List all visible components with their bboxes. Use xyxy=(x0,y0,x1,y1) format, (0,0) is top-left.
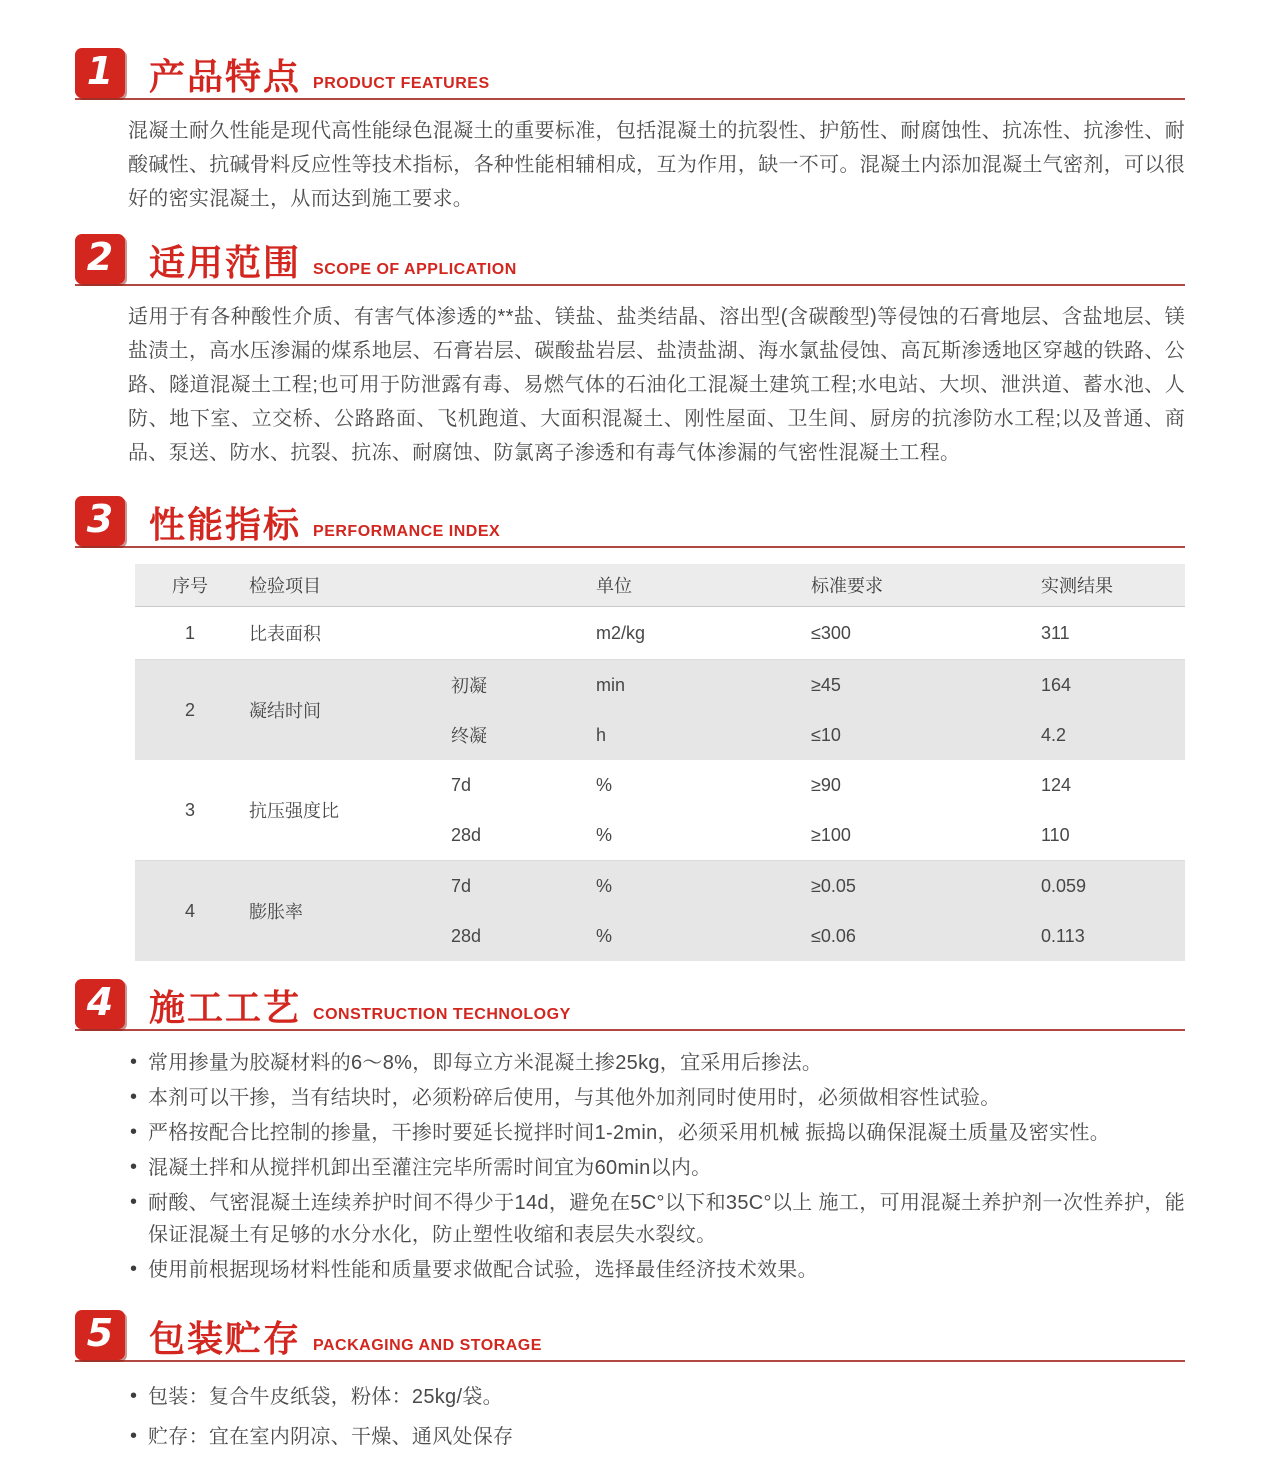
cell-item: 抗压强度比 xyxy=(249,801,339,821)
table-row xyxy=(135,607,1185,660)
section-1-subtitle: PRODUCT FEATURES xyxy=(313,75,490,92)
cell-requirement: ≥90 xyxy=(811,774,841,795)
section-construction-technology xyxy=(75,979,1185,1286)
packaging-bullet-list xyxy=(128,1380,1185,1454)
cell-sub: 28d xyxy=(451,925,482,946)
section-2-paragraph: 适用于有各种酸性介质、有害气体渗透的**盐、镁盐、盐类结晶、溶出型(含碳酸型)等侵蚀的石膏地层、含盐地层、镁盐渍土，高水压渗漏的煤系地层、石膏岩层、碳酸盐岩层、盐渍盐湖、海水氯盐侵蚀、高瓦斯渗透地区穿越的铁路、公路、隧道混凝土工程;也可用于防泄露有毒、易燃气体的石油化工混凝土建筑工程;水电站、大坝、泄洪道、蓄水池、人防、地下室、立交桥、公路路面、飞机跑道、大面积混凝土、刚性屋面、卫生间、厨房的抗渗防水工程;以及普通、商品、泵送、防水、抗裂、抗冻、耐腐蚀、防氯离子渗透和有毒气体渗漏的气密性混凝土工程。 xyxy=(128,306,1185,464)
section-4-title: 施工工艺 xyxy=(149,987,302,1028)
cell-item: 比表面积 xyxy=(249,624,321,644)
section-2-number-badge xyxy=(75,234,125,284)
section-scope-of-application xyxy=(75,234,1185,470)
performance-table xyxy=(135,564,1185,961)
cell-unit: m2/kg xyxy=(596,622,646,643)
header-item: 检验项目 xyxy=(249,576,321,596)
cell-unit: h xyxy=(596,724,607,745)
section-3-title: 性能指标 xyxy=(149,504,302,545)
bullet-item: • 耐酸、气密混凝土连续养护时间不得少于14d，避免在5C°以下和35C°以上 施工，可用混凝土养护剂一次性养护，能保证混凝土有足够的水分水化，防止塑性收缩和表层失水裂纹。 xyxy=(128,1187,1185,1251)
section-1-heading xyxy=(75,48,1185,100)
cell-result: 311 xyxy=(1041,622,1070,643)
table-row xyxy=(135,760,1185,861)
section-4-heading xyxy=(75,979,1185,1031)
section-performance-index xyxy=(75,496,1185,961)
section-2-title: 适用范围 xyxy=(149,242,302,283)
cell-sub: 28d xyxy=(451,824,482,845)
cell-unit: min xyxy=(596,674,626,695)
section-1-number-badge xyxy=(75,48,125,98)
cell-requirement: ≥100 xyxy=(811,824,851,845)
cell-result: 0.113 xyxy=(1041,925,1085,946)
cell-unit: % xyxy=(596,875,613,896)
cell-sub: 7d xyxy=(451,774,472,795)
section-product-features xyxy=(75,48,1185,216)
cell-sub: 终凝 xyxy=(451,726,487,746)
cell-requirement: ≤300 xyxy=(811,622,851,643)
section-5-heading xyxy=(75,1310,1185,1362)
cell-result: 4.2 xyxy=(1041,724,1067,745)
bullet-item: • 使用前根据现场材料性能和质量要求做配合试验，选择最佳经济技术效果。 xyxy=(128,1254,1185,1286)
cell-no: 3 xyxy=(184,799,195,820)
section-2-number: 2 xyxy=(86,235,114,279)
section-3-number-badge xyxy=(75,496,125,546)
cell-unit: % xyxy=(596,824,613,845)
cell-sub: 7d xyxy=(451,875,472,896)
cell-unit: % xyxy=(596,925,613,946)
cell-no: 4 xyxy=(184,900,195,921)
cell-requirement: ≤0.06 xyxy=(811,925,856,946)
cell-item: 凝结时间 xyxy=(249,701,321,721)
bullet-item: • 本剂可以干掺，当有结块时，必须粉碎后使用，与其他外加剂同时使用时，必须做相容性试验。 xyxy=(128,1082,1185,1114)
construction-bullet-list xyxy=(128,1047,1185,1286)
bullet-item: • 贮存：宜在室内阴凉、干燥、通风处保存 xyxy=(128,1420,1185,1454)
cell-result: 0.059 xyxy=(1041,875,1087,896)
section-5-number: 5 xyxy=(86,1311,114,1355)
section-4-subtitle: CONSTRUCTION TECHNOLOGY xyxy=(313,1006,571,1023)
header-result: 实测结果 xyxy=(1041,576,1113,596)
header-no: 序号 xyxy=(172,576,208,596)
cell-sub xyxy=(435,607,580,659)
bullet-item: • 混凝土拌和从搅拌机卸出至灌注完毕所需时间宜为60min以内。 xyxy=(128,1152,1185,1184)
cell-requirement: ≤10 xyxy=(811,724,841,745)
section-2-subtitle: SCOPE OF APPLICATION xyxy=(313,261,517,278)
section-3-subtitle: PERFORMANCE INDEX xyxy=(313,523,501,540)
cell-requirement: ≥45 xyxy=(811,674,841,695)
cell-result: 124 xyxy=(1041,774,1072,795)
table-row xyxy=(135,861,1185,961)
section-4-number: 4 xyxy=(86,980,114,1024)
section-packaging-and-storage xyxy=(75,1310,1185,1454)
cell-no: 1 xyxy=(184,622,195,643)
header-requirement: 标准要求 xyxy=(811,576,883,596)
bullet-item: • 严格按配合比控制的掺量，干掺时要延长搅拌时间1-2min，必须采用机械 振捣以确保混凝土质量及密实性。 xyxy=(128,1117,1185,1149)
section-4-number-badge xyxy=(75,979,125,1029)
cell-sub: 初凝 xyxy=(451,676,487,696)
cell-item: 膨胀率 xyxy=(249,902,303,922)
section-5-title: 包装贮存 xyxy=(149,1318,302,1359)
cell-no: 2 xyxy=(184,699,195,720)
section-3-heading xyxy=(75,496,1185,548)
header-unit: 单位 xyxy=(596,576,632,596)
table-header-row xyxy=(135,564,1185,607)
section-3-number: 3 xyxy=(86,497,114,541)
cell-result: 110 xyxy=(1041,824,1070,845)
section-1-number: 1 xyxy=(86,49,114,93)
section-2-heading xyxy=(75,234,1185,286)
section-1-title: 产品特点 xyxy=(149,56,302,97)
cell-requirement: ≥0.05 xyxy=(811,875,856,896)
cell-unit: % xyxy=(596,774,613,795)
section-5-subtitle: PACKAGING AND STORAGE xyxy=(313,1337,542,1354)
table-row xyxy=(135,660,1185,760)
section-1-paragraph: 混凝土耐久性能是现代高性能绿色混凝土的重要标准，包括混凝土的抗裂性、护筋性、耐腐蚀性、抗冻性、抗渗性、耐酸碱性、抗碱骨料反应性等技术指标，各种性能相辅相成，互为作用，缺一不可。混凝土内添加混凝土气密剂，可以很好的密实混凝土，从而达到施工要求。 xyxy=(128,120,1185,210)
section-5-number-badge xyxy=(75,1310,125,1360)
bullet-item: • 包装：复合牛皮纸袋，粉体：25kg/袋。 xyxy=(128,1380,1185,1414)
bullet-item: • 常用掺量为胶凝材料的6～8%，即每立方米混凝土掺25kg，宜采用后掺法。 xyxy=(128,1047,1185,1079)
cell-result: 164 xyxy=(1041,674,1072,695)
